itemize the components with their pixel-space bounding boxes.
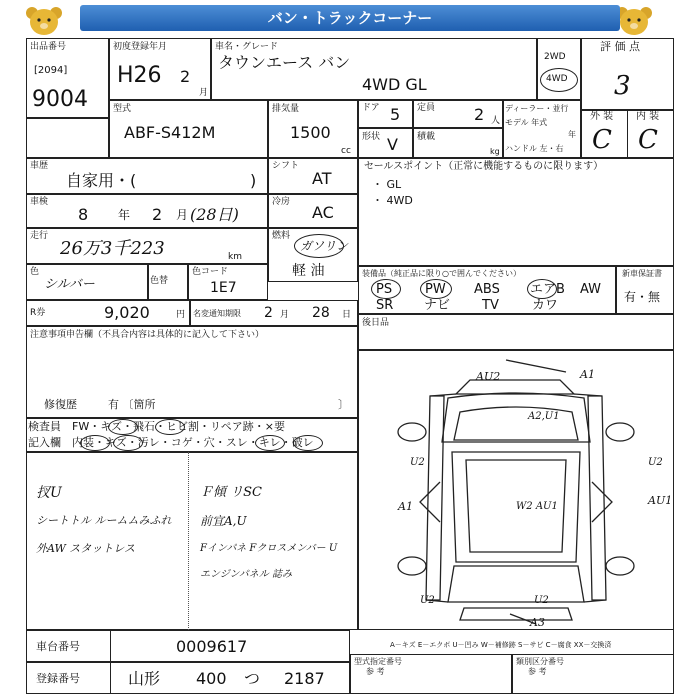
checks-row1: FW・キズ・飛石・ヒビ割・リペア跡・×要 [72, 420, 285, 433]
equip-leather: カワ [532, 298, 559, 313]
diagram-label: AU1 [648, 494, 673, 507]
hw-right: Fインパネ Fクロスメンバー U [200, 543, 338, 554]
equip-sr: SR [376, 298, 394, 313]
dealer-year-unit: 年 [568, 130, 576, 139]
check-circle-icon [108, 419, 138, 435]
plate-label: 登録番号 [36, 672, 80, 685]
plate-class: 400 [196, 669, 227, 688]
equip-abs: ABS [474, 282, 500, 297]
after-label: 後日品 [362, 318, 390, 328]
notes-label: 注意事項申告欄（不具合内容は具体的に記入して下さい） [30, 330, 265, 340]
checks-row2-label: 記入欄 [28, 436, 61, 449]
checks-row2: 内装・キズ・汚レ・コゲ・穴・スレ・キレ・破レ [72, 436, 314, 449]
model-ref-sub: 参 考 [366, 667, 385, 676]
history-box [26, 158, 268, 194]
car-name: タウンエース バン [218, 53, 351, 72]
dealer-handle: ハンドル 左・右 [505, 144, 564, 153]
name-notice-label: 名変通知期限 [193, 309, 241, 318]
diagram-label: U2 [648, 457, 663, 468]
diagram-label: A1 [580, 368, 595, 381]
hw-right: 前宜A,U [200, 514, 247, 528]
lot-number: 9004 [32, 87, 88, 112]
color-label: 色 [30, 267, 40, 277]
equip-circle-icon [420, 279, 452, 299]
displacement-label: 排気量 [272, 104, 300, 114]
grade-label: 評 価 点 [600, 40, 640, 53]
mileage-value: 26万3千223 [60, 238, 165, 259]
history-close: ) [250, 171, 257, 190]
reg-era: H26 [117, 63, 162, 88]
plate-number: 2187 [284, 669, 325, 688]
inspection-year-unit: 年 [118, 208, 131, 222]
reg-month: 2 [180, 67, 191, 86]
car-label: 車名・グレード [215, 42, 279, 52]
drive-4wd: 4WD [546, 74, 568, 84]
equip-aw: AW [580, 282, 602, 297]
hw-right: Ｆ傾 リSC [200, 485, 262, 500]
fuel-label: 燃料 [272, 231, 291, 241]
recycle-unit: 円 [176, 310, 186, 320]
inspection-month-unit: 月 [176, 208, 189, 222]
displacement-unit: cc [341, 146, 351, 156]
inspection-year: 8 [78, 205, 89, 224]
diagram-label: A3 [530, 616, 545, 629]
checks-row1-label: 検査員 [28, 420, 61, 433]
sales-box [358, 158, 674, 266]
inspection-day: (28日) [190, 205, 239, 224]
capacity-label: 定員 [417, 103, 436, 113]
sales-item: ・ GL [372, 178, 402, 191]
shape-label: 形状 [362, 132, 381, 142]
load-unit: kg [490, 147, 500, 156]
color-value: シルバー [44, 277, 95, 292]
equip-circle-icon [371, 279, 401, 299]
drive-2wd: 2WD [544, 52, 566, 62]
model-label: 型式 [113, 104, 132, 114]
repair-label: 修復歴 [44, 398, 77, 411]
fuel-diesel: 軽 油 [292, 263, 325, 279]
mileage-unit: km [228, 252, 242, 262]
int-value: C [638, 125, 658, 155]
equip-airbag: エアB [530, 282, 565, 297]
equip-circle-icon [527, 279, 557, 299]
warranty-value: 有・無 [624, 290, 661, 304]
damage-legend: A－キズ E－エクボ U－凹み W－補修跡 S－サビ C－腐食 XX－交換済 [390, 641, 612, 649]
hw-left: 扠U [36, 485, 62, 501]
shift-label: シフト [272, 161, 300, 171]
fuel-gasoline: ガソリン [300, 239, 349, 253]
displacement-value: 1500 [290, 123, 331, 142]
check-circle-icon [113, 435, 143, 451]
diagram-label: U2 [534, 595, 549, 606]
page-title: バン・トラックコーナー [80, 5, 620, 31]
sales-item: ・ 4WD [372, 194, 413, 207]
ext-value: C [592, 125, 612, 155]
sales-label: セールスポイント（正常に機能するものに限ります） [364, 161, 604, 172]
inspection-label: 車検 [30, 197, 49, 207]
name-notice-month: 2 [264, 305, 273, 321]
history-label: 車歴 [30, 161, 49, 171]
repair-close: 〕 [338, 398, 349, 411]
bear-logo-icon [22, 4, 66, 38]
plate-area: 山形 [128, 669, 161, 688]
dealer-model-year: モデル 年式 [505, 118, 548, 127]
check-circle-icon [80, 435, 110, 451]
repair-value: 有 〔箇所 [108, 398, 156, 411]
color-code: 1E7 [210, 280, 237, 296]
aircon-label: 冷房 [272, 197, 291, 207]
diagram-label: W2 AU1 [516, 501, 558, 512]
check-circle-icon [155, 419, 185, 435]
class-ref-label: 類別区分番号 [516, 657, 564, 666]
history-value: 自家用・( [66, 171, 137, 190]
capacity-value: 2 [474, 105, 485, 124]
ext-label: 外 装 [590, 111, 614, 122]
model-ref-label: 型式指定番号 [354, 657, 402, 666]
name-notice-day: 28 [312, 305, 330, 321]
chassis-label: 車台番号 [36, 640, 80, 653]
color-change-label: 色替 [150, 276, 169, 286]
reg-label: 初度登録年月 [113, 42, 168, 52]
equip-navi: ナビ [424, 298, 451, 313]
hw-left: 外AW スタットレス [36, 542, 135, 555]
lot-lower-box [26, 118, 109, 158]
color-code-label: 色コード [192, 267, 229, 277]
diagram-label: U2 [410, 457, 425, 468]
model-value: ABF-S412M [124, 123, 216, 142]
inspection-month: 2 [152, 205, 163, 224]
fuel-circle-icon [294, 234, 344, 258]
hw-left: シートトル ルームムみふれ [36, 514, 172, 527]
reg-month-unit: 月 [199, 88, 209, 98]
class-ref-sub: 参 考 [528, 667, 547, 676]
int-label: 内 装 [636, 111, 660, 122]
handwritten-box [26, 452, 358, 630]
check-circle-icon [255, 435, 285, 451]
diagram-label: AU2 [476, 370, 501, 383]
capacity-unit: 人 [491, 116, 501, 126]
warranty-label: 新車保証書 [622, 269, 662, 278]
check-circle-icon [293, 435, 323, 451]
after-box [358, 314, 674, 350]
diagram-label: A1 [398, 500, 413, 513]
diagram-label: A2,U1 [528, 411, 560, 422]
chassis-value: 0009617 [176, 637, 248, 656]
equip-ps: PS [376, 282, 393, 297]
doors-value: 5 [390, 105, 401, 124]
name-notice-month-unit: 月 [280, 310, 290, 320]
mileage-label: 走行 [30, 231, 49, 241]
shift-value: AT [312, 169, 332, 188]
car-grade: 4WD GL [362, 75, 427, 94]
aircon-value: AC [312, 203, 334, 222]
hw-right: エンジンパネル 誌み [200, 569, 292, 580]
grade-score: 3 [614, 71, 631, 101]
recycle-label: R券 [30, 308, 46, 318]
plate-kana: つ [244, 669, 261, 688]
lot-sub: [2094] [34, 65, 68, 76]
load-label: 積載 [417, 132, 436, 142]
lot-label: 出品番号 [30, 42, 67, 52]
doors-label: ドア [362, 103, 380, 113]
equip-tv: TV [482, 298, 499, 313]
name-notice-day-unit: 日 [342, 310, 352, 320]
dealer-label: ディーラー・並行 [505, 104, 569, 113]
equipment-label: 装備品（純正品に限り○で囲んでください） [362, 269, 521, 278]
shape-value: V [387, 135, 398, 154]
equip-pw: PW [425, 282, 446, 297]
car-diagram [360, 352, 672, 628]
recycle-value: 9,020 [104, 303, 150, 322]
diagram-label: U2 [420, 595, 435, 606]
